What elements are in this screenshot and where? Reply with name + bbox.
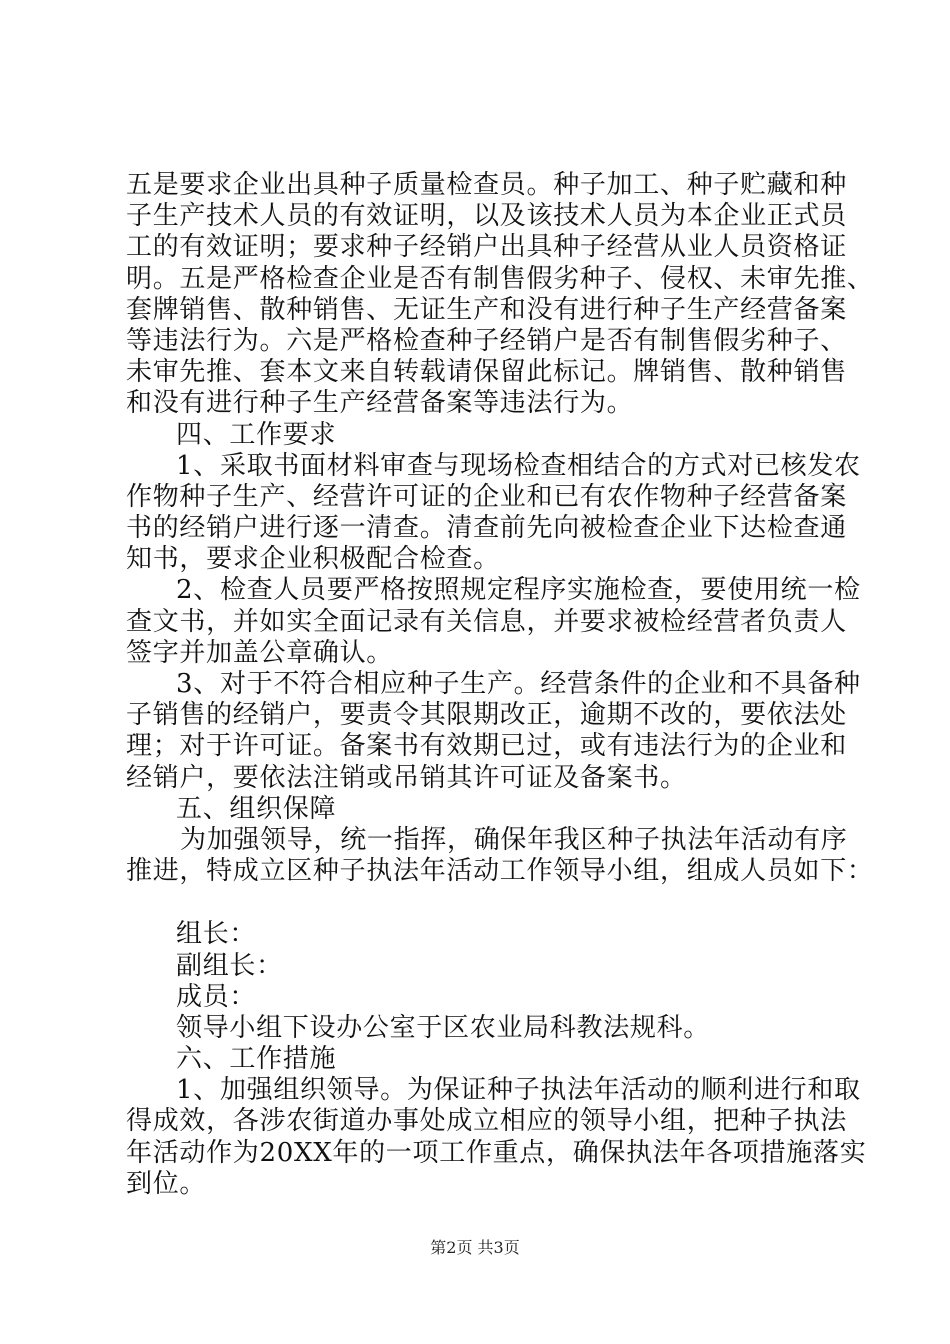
text-line: 等违法行为。六是严格检查种子经销户是否有制售假劣种子、 — [126, 325, 847, 356]
text-line: 作物种子生产、经营许可证的企业和已有农作物种子经营备案 — [126, 481, 847, 512]
text-line: 工的有效证明；要求种子经销户出具种子经营从业人员资格证 — [126, 232, 847, 263]
text-line: 理；对于许可证。备案书有效期已过，或有违法行为的企业和 — [126, 731, 847, 762]
member-label-leader: 组长： — [176, 919, 257, 950]
text-line: 1、采取书面材料审查与现场检查相结合的方式对已核发农 — [176, 450, 861, 481]
text-line: 和没有进行种子生产经营备案等违法行为。 — [126, 388, 634, 419]
text-line: 2、检查人员要严格按照规定程序实施检查，要使用统一检 — [176, 575, 861, 606]
section-heading: 六、工作措施 — [176, 1044, 337, 1075]
text-line: 子销售的经销户，要责令其限期改正，逾期不改的，要依法处 — [126, 700, 847, 731]
section-heading: 四、工作要求 — [176, 419, 337, 450]
page-number: 第2页 共3页 — [430, 1238, 520, 1257]
text-line: 套牌销售、散种销售、无证生产和没有进行种子生产经营备案 — [126, 294, 847, 325]
text-line: 领导小组下设办公室于区农业局科教法规科。 — [176, 1012, 711, 1043]
text-line: 书的经销户进行逐一清查。清查前先向被检查企业下达检查通 — [126, 513, 847, 544]
text-line: 到位。 — [126, 1168, 207, 1199]
text-line: 查文书，并如实全面记录有关信息，并要求被检经营者负责人 — [126, 606, 847, 637]
page-footer — [0, 1238, 950, 1258]
text-line: 签字并加盖公章确认。 — [126, 637, 394, 668]
text-line: 未审先推、套本文来自转载请保留此标记。牌销售、散种销售 — [126, 357, 847, 388]
text-line: 1、加强组织领导。为保证种子执法年活动的顺利进行和取 — [176, 1075, 861, 1106]
text-line: 得成效，各涉农街道办事处成立相应的领导小组，把种子执法 — [126, 1106, 847, 1137]
document-body — [126, 170, 874, 1200]
text-line: 推进，特成立区种子执法年活动工作领导小组，组成人员如下： — [126, 856, 874, 887]
member-label-deputy: 副组长： — [176, 950, 283, 981]
blank-line — [126, 887, 861, 919]
text-line: 五是要求企业出具种子质量检查员。种子加工、种子贮藏和种 — [126, 170, 847, 200]
text-line: 年活动作为20XX年的一项工作重点，确保执法年各项措施落实 — [126, 1137, 867, 1168]
text-line: 经销户，要依法注销或吊销其许可证及备案书。 — [126, 762, 687, 793]
text-line: 知书，要求企业积极配合检查。 — [126, 544, 500, 575]
member-label-members: 成员： — [176, 981, 257, 1012]
text-line: 子生产技术人员的有效证明，以及该技术人员为本企业正式员 — [126, 201, 847, 232]
text-line: 明。五是严格检查企业是否有制售假劣种子、侵权、未审先推、 — [126, 263, 874, 294]
text-line: 为加强领导，统一指挥，确保年我区种子执法年活动有序 — [180, 824, 848, 855]
text-line: 3、对于不符合相应种子生产。经营条件的企业和不具备种 — [176, 669, 861, 699]
section-heading: 五、组织保障 — [176, 793, 337, 824]
